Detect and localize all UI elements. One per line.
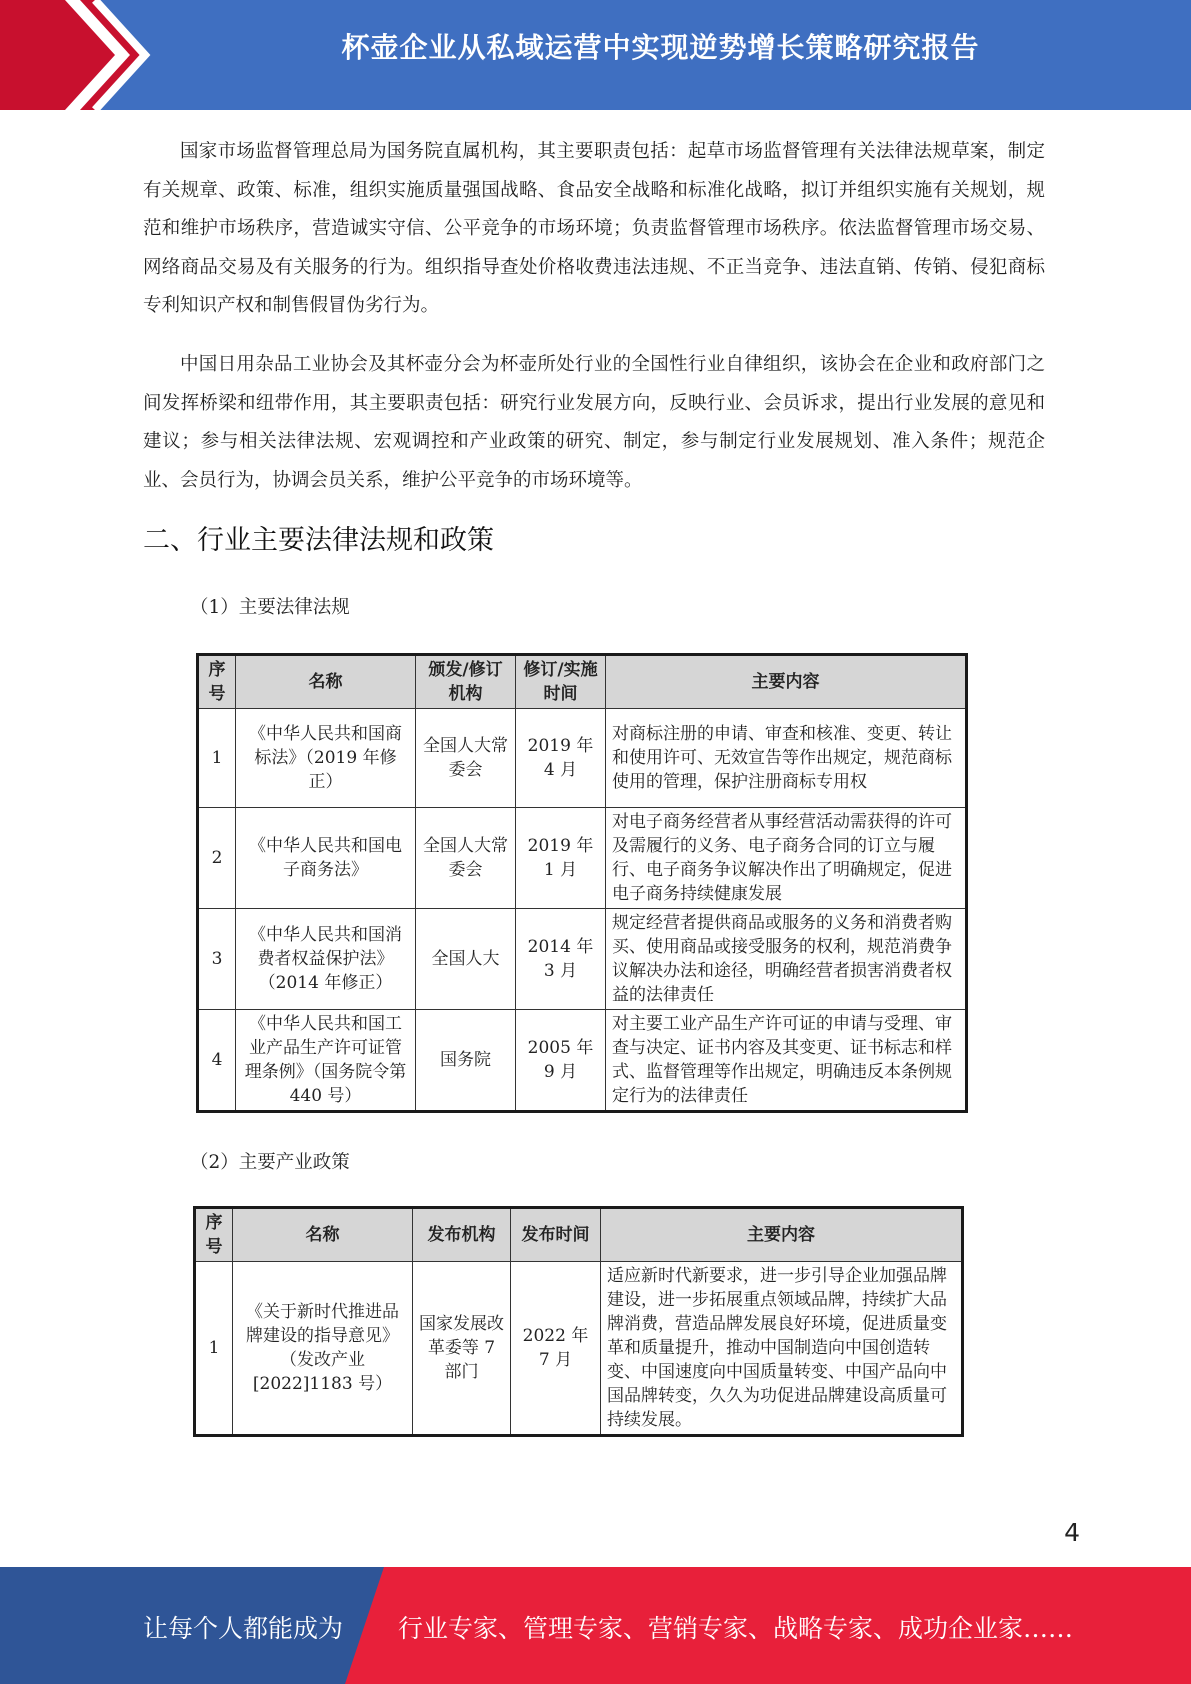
cell-issuer: 全国人大常委会 [416, 709, 516, 808]
laws-table [196, 653, 968, 1113]
cell-content: 对商标注册的申请、审查和核准、变更、转让和使用许可、无效宣告等作出规定，规范商标使用的管理，保护注册商标专用权 [606, 709, 967, 808]
cell-issuer: 国家发展改革委等 7 部门 [413, 1262, 511, 1436]
cell-name: 《中华人民共和国电子商务法》 [236, 808, 416, 909]
cell-content: 规定经营者提供商品或服务的义务和消费者购买、使用商品或接受服务的权利，规范消费争议解决办法和途径，明确经营者损害消费者权益的法律责任 [606, 909, 967, 1010]
cell-date: 2019 年 1 月 [516, 808, 606, 909]
cell-name: 《关于新时代推进品牌建设的指导意见》（发改产业[2022]1183 号） [233, 1262, 413, 1436]
header-cell-date: 发布时间 [511, 1208, 601, 1262]
section-heading: 二、行业主要法律法规和政策 [143, 525, 494, 556]
page-header [0, 0, 1191, 110]
policies-table [193, 1206, 964, 1437]
cell-content: 对主要工业产品生产许可证的申请与受理、审查与决定、证书内容及其变更、证书标志和样式、监督管理等作出规定，明确违反本条例规定行为的法律责任 [606, 1010, 967, 1112]
footer-slogan-left: 让每个人都能成为 [143, 1614, 344, 1643]
table-row [198, 709, 967, 808]
cell-date: 2005 年 9 月 [516, 1010, 606, 1112]
cell-date: 2019 年 4 月 [516, 709, 606, 808]
header-cell-issuer: 颁发/修订机构 [416, 655, 516, 709]
table-header-row [195, 1208, 963, 1262]
page-footer [0, 1567, 1191, 1684]
cell-content: 适应新时代新要求，进一步引导企业加强品牌建设，进一步拓展重点领域品牌，持续扩大品牌消费，营造品牌发展良好环境，促进质量变革和质量提升，推动中国制造向中国创造转变、中国速度向中国质量转变、中国产品向中国品牌转变，久久为功促进品牌建设高质量可持续发展。 [601, 1262, 963, 1436]
cell-date: 2014 年 3 月 [516, 909, 606, 1010]
cell-issuer: 全国人大常委会 [416, 808, 516, 909]
footer-slogan-right: 行业专家、管理专家、营销专家、战略专家、成功企业家…… [398, 1614, 1074, 1643]
header-cell-name: 名称 [233, 1208, 413, 1262]
cell-issuer: 全国人大 [416, 909, 516, 1010]
table-row [198, 808, 967, 909]
report-title: 杯壶企业从私域运营中实现逆势增长策略研究报告 [341, 31, 980, 64]
header-cell-name: 名称 [236, 655, 416, 709]
body-paragraph-2: 中国日用杂品工业协会及其杯壶分会为杯壶所处行业的全国性行业自律组织，该协会在企业和政府部门之间发挥桥梁和纽带作用，其主要职责包括：研究行业发展方向，反映行业、会员诉求，提出行业发展的意见和建议；参与相关法律法规、宏观调控和产业政策的研究、制定，参与制定行业发展规划、准入条件；规范企业、会员行为，协调会员关系，维护公平竞争的市场环境等。 [143, 354, 1045, 491]
header-cell-index: 序号 [198, 655, 236, 709]
policies-caption: （2）主要产业政策 [190, 1152, 350, 1173]
header-cell-date: 修订/实施时间 [516, 655, 606, 709]
cell-name: 《中华人民共和国商标法》（2019 年修正） [236, 709, 416, 808]
cell-index: 2 [198, 808, 236, 909]
cell-index: 4 [198, 1010, 236, 1112]
header-cell-issuer: 发布机构 [413, 1208, 511, 1262]
header-cell-index: 序号 [195, 1208, 233, 1262]
cell-index: 1 [195, 1262, 233, 1436]
header-cell-content: 主要内容 [601, 1208, 963, 1262]
cell-index: 3 [198, 909, 236, 1010]
table-header-row [198, 655, 967, 709]
cell-index: 1 [198, 709, 236, 808]
table-row [198, 909, 967, 1010]
table-row [195, 1262, 963, 1436]
table-row [198, 1010, 967, 1112]
cell-content: 对电子商务经营者从事经营活动需获得的许可及需履行的义务、电子商务合同的订立与履行、电子商务争议解决作出了明确规定，促进电子商务持续健康发展 [606, 808, 967, 909]
cell-date: 2022 年 7 月 [511, 1262, 601, 1436]
cell-name: 《中华人民共和国工业产品生产许可证管理条例》（国务院令第 440 号） [236, 1010, 416, 1112]
laws-caption: （1）主要法律法规 [190, 597, 350, 618]
page-number: 4 [1064, 1518, 1080, 1547]
cell-name: 《中华人民共和国消费者权益保护法》（2014 年修正） [236, 909, 416, 1010]
body-paragraph-1: 国家市场监督管理总局为国务院直属机构，其主要职责包括：起草市场监督管理有关法律法规草案，制定有关规章、政策、标准，组织实施质量强国战略、食品安全战略和标准化战略，拟订并组织实施有关规划，规范和维护市场秩序，营造诚实守信、公平竞争的市场环境；负责监督管理市场秩序。依法监督管理市场交易、网络商品交易及有关服务的行为。组织指导查处价格收费违法违规、不正当竞争、违法直销、传销、侵犯商标专利知识产权和制售假冒伪劣行为。 [143, 141, 1045, 316]
header-cell-content: 主要内容 [606, 655, 967, 709]
cell-issuer: 国务院 [416, 1010, 516, 1112]
